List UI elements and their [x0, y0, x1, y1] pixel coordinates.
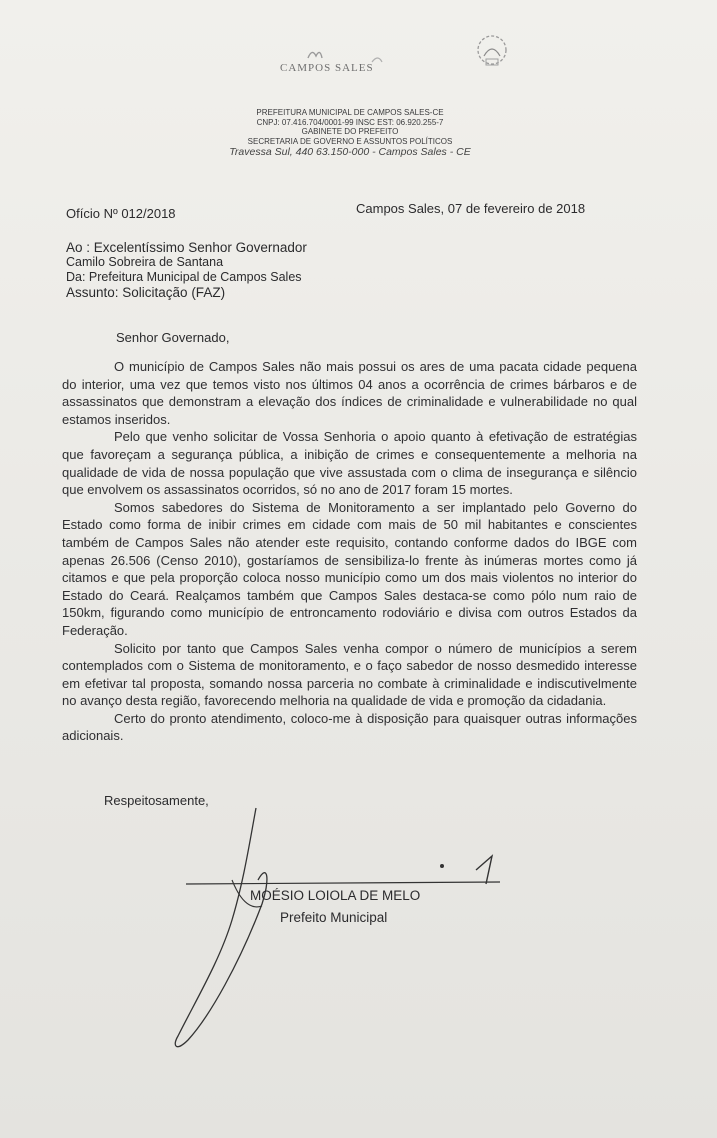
body-paragraph: Somos sabedores do Sistema de Monitoramento a ser implantado pelo Governo do Estado como forma de inibir crimes em cidade com mais de 50 mil habitantes e conscientes também de Campos Sales não atender este requisito, contando conforme dados do IBGE com apenas 26.506 (Censo 2010), gostaríamos de sensibiliza-lo frente às inúmeras mortes como já citamos e que pela proporção coloca nosso município como um dos mais violentos no interior do Estado do Ceará. Realçamos também que Campos Sales destaca-se como pólo num raio de 150km, figurando como município de entroncamento rodoviário e divisa com outros Estados da Federação.: [62, 499, 637, 638]
body-paragraph: O município de Campos Sales não mais possui os ares de uma pacata cidade pequena do interior, uma vez que temos visto nos últimos 04 anos a ocorrência de crimes bárbaros e de assassinatos que demonstram a elevação dos índices de criminalidade e vulnerabilidade no qual estamos inseridos.: [62, 359, 637, 427]
logo-wordmark: CAMPOS SALES: [280, 62, 374, 74]
subject-line: Assunto: Solicitação (FAZ): [66, 285, 226, 300]
addressee-name: Camilo Sobreira de Santana: [66, 255, 224, 269]
oficio-number: Ofício Nº 012/2018: [66, 206, 176, 221]
signer-title: Prefeito Municipal: [280, 910, 388, 925]
signer-name: MOÉSIO LOIOLA DE MELO: [250, 888, 421, 903]
body-paragraph: Pelo que venho solicitar de Vossa Senhoria o apoio quanto à efetivação de estratégias que favoreçam a segurança pública, a inibição de crimes e consequentemente a melhoria na qualidade de vida de nossa população que vive assustada com o clima de insegurança e silêncio que envolvem os assassinatos ocorridos, só no ano de 2017 foram 15 mortes.: [62, 429, 637, 498]
body-paragraph: Certo do pronto atendimento, coloco-me à disposição para quaisquer outras informações adicionais.: [62, 710, 637, 744]
org-name: PREFEITURA MUNICIPAL DE CAMPOS SALES-CE: [256, 108, 444, 117]
office-name: GABINETE DO PREFEITO: [301, 127, 399, 136]
salutation: Senhor Governado,: [116, 330, 230, 345]
closing-phrase: Respeitosamente,: [104, 793, 209, 808]
addressee-to: Ao : Excelentíssimo Senhor Governador: [66, 240, 307, 255]
office-address: Travessa Sul, 440 63.150-000 - Campos Sales - CE: [229, 146, 471, 158]
secretariat-name: SECRETARIA DE GOVERNO E ASSUNTOS POLÍTICOS: [247, 136, 453, 146]
body-paragraph: Solicito por tanto que Campos Sales venha compor o número de municípios a serem contemplados com o Sistema de monitoramento, e o faço sabedor de nosso desmedido interesse em efetivar tal proposta, somando nossa parceria no combate à criminalidade e indiscutivelmente no avanço desta região, favorecendo melhoria na qualidade de vida e promoção da cidadania.: [62, 640, 637, 709]
cnpj-line: CNPJ: 07.416.704/0001-99 INSC EST: 06.920.255-7: [256, 117, 444, 127]
sender-line: Da: Prefeitura Municipal de Campos Sales: [66, 270, 302, 284]
letter-date: Campos Sales, 07 de fevereiro de 2018: [356, 201, 586, 216]
